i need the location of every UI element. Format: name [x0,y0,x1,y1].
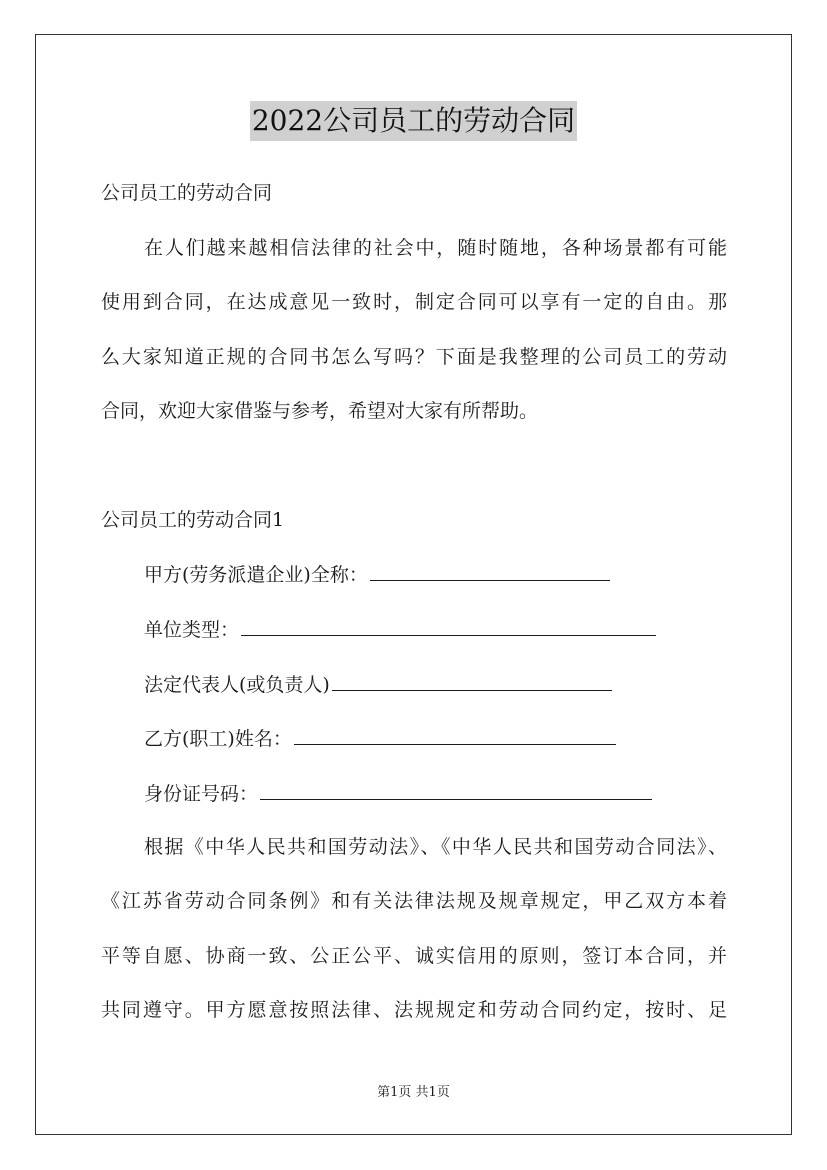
field-label: 甲方(劳务派遣企业)全称： [144,564,368,586]
intro-line-2: 使用到合同，在达成意见一致时，制定合同可以享有一定的自由。那 [101,291,727,313]
intro-line-4: 合同，欢迎大家借鉴与参考，希望对大家有所帮助。 [101,400,539,422]
document-subtitle: 公司员工的劳动合同 [101,182,273,204]
intro-line-3: 么大家知道正规的合同书怎么写吗？下面是我整理的公司员工的劳动 [101,346,727,368]
intro-line-1: 在人们越来越相信法律的社会中，随时随地，各种场景都有可能 [144,237,727,259]
field-party-a [144,562,727,588]
blank-field-line [241,617,656,636]
blank-field-line [332,672,612,691]
field-label: 乙方(职工)姓名： [144,728,292,750]
blank-field-line [370,562,610,581]
body-line-1: 根据《中华人民共和国劳动法》、《中华人民共和国劳动合同法》、 [144,836,727,858]
field-label: 身份证号码： [144,783,259,805]
page-footer: 第1页 共1页 [377,1085,450,1100]
field-legal-rep [144,672,727,698]
body-line-3: 平等自愿、协商一致、公正公平、诚实信用的原则，签订本合同，并 [101,945,727,967]
document-title: 2022公司员工的劳动合同 [250,101,577,141]
title-container [0,101,827,141]
body-line-4: 共同遵守。甲方愿意按照法律、法规规定和劳动合同约定，按时、足 [101,999,727,1021]
field-label: 法定代表人(或负责人) [144,674,330,696]
field-party-b-name [144,726,727,752]
section-heading: 公司员工的劳动合同1 [101,509,285,531]
blank-field-line [294,726,616,745]
field-id-number [144,781,727,807]
body-line-2: 《江苏省劳动合同条例》和有关法律法规及规章规定，甲乙双方本着 [101,890,727,912]
field-unit-type [144,617,727,643]
blank-field-line [260,781,652,800]
field-label: 单位类型： [144,619,240,641]
